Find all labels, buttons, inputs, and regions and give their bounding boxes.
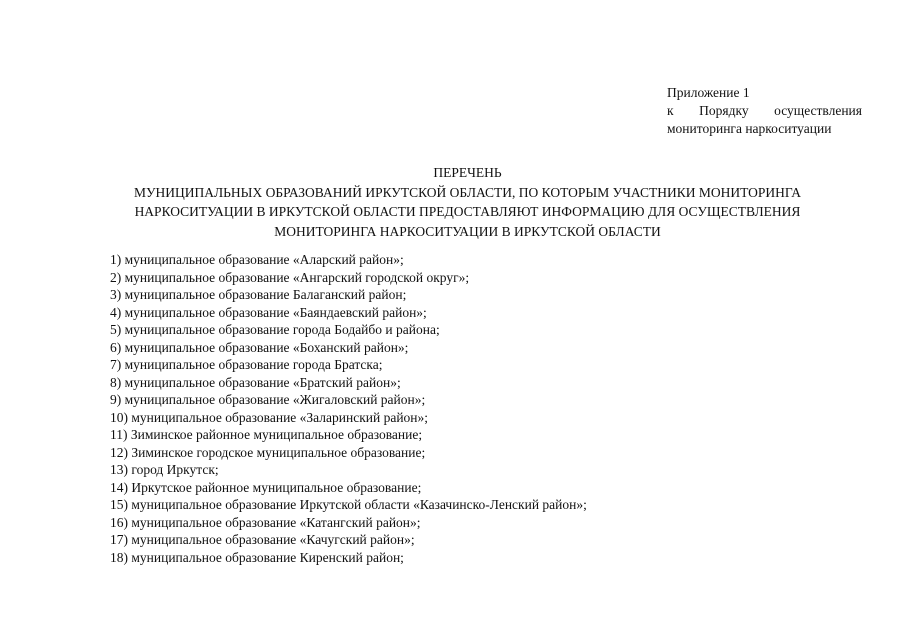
list-item: 7) муниципальное образование города Братска; bbox=[110, 357, 383, 372]
list-item: 5) муниципальное образование города Бодайбо и района; bbox=[110, 322, 440, 337]
list-item: 14) Иркутское районное муниципальное образование; bbox=[110, 479, 422, 495]
list-item: 12) Зиминское городское муниципальное образование; bbox=[110, 444, 426, 460]
appendix-number: Приложение 1 bbox=[667, 85, 750, 100]
list-item: 6) муниципальное образование «Боханский район»; bbox=[110, 339, 409, 355]
appendix-note bbox=[667, 84, 862, 138]
title-heading: ПЕРЕЧЕНЬ bbox=[433, 165, 502, 180]
list-item: 10) муниципальное образование «Заларинский район»; bbox=[110, 409, 429, 425]
list-item: 8) муниципальное образование «Братский район»; bbox=[110, 374, 401, 390]
list-item: 4) муниципальное образование «Баяндаевский район»; bbox=[110, 304, 427, 320]
list-item: 18) муниципальное образование Киренский район; bbox=[110, 549, 404, 565]
list-item: 17) муниципальное образование «Качугский район»; bbox=[110, 532, 415, 547]
list-item: 16) муниципальное образование «Катангский район»; bbox=[110, 514, 421, 530]
list-item: 3) муниципальное образование Балаганский район; bbox=[110, 287, 407, 302]
list-item: 13) город Иркутск; bbox=[110, 462, 219, 477]
document-title bbox=[60, 163, 875, 241]
list-item: 9) муниципальное образование «Жигаловский район»; bbox=[110, 392, 426, 407]
title-line: МУНИЦИПАЛЬНЫХ ОБРАЗОВАНИЙ ИРКУТСКОЙ ОБЛАСТИ, ПО КОТОРЫМ УЧАСТНИКИ МОНИТОРИНГА bbox=[133, 184, 802, 200]
list-item: 11) Зиминское районное муниципальное образование; bbox=[110, 427, 423, 442]
appendix-subject: мониторинга наркоситуации bbox=[667, 121, 832, 136]
title-line: НАРКОСИТУАЦИИ В ИРКУТСКОЙ ОБЛАСТИ ПРЕДОСТАВЛЯЮТ ИНФОРМАЦИЮ ДЛЯ ОСУЩЕСТВЛЕНИЯ bbox=[134, 204, 801, 219]
list-item: 1) муниципальное образование «Аларский район»; bbox=[110, 252, 404, 267]
title-line: МОНИТОРИНГА НАРКОСИТУАЦИИ В ИРКУТСКОЙ ОБЛАСТИ bbox=[274, 223, 661, 239]
list-item: 15) муниципальное образование Иркутской области «Казачинско-Ленский район»; bbox=[110, 497, 587, 512]
list-item: 2) муниципальное образование «Ангарский городской округ»; bbox=[110, 269, 470, 285]
municipality-list bbox=[110, 251, 587, 566]
appendix-reference: к Порядку осуществления bbox=[667, 103, 862, 118]
